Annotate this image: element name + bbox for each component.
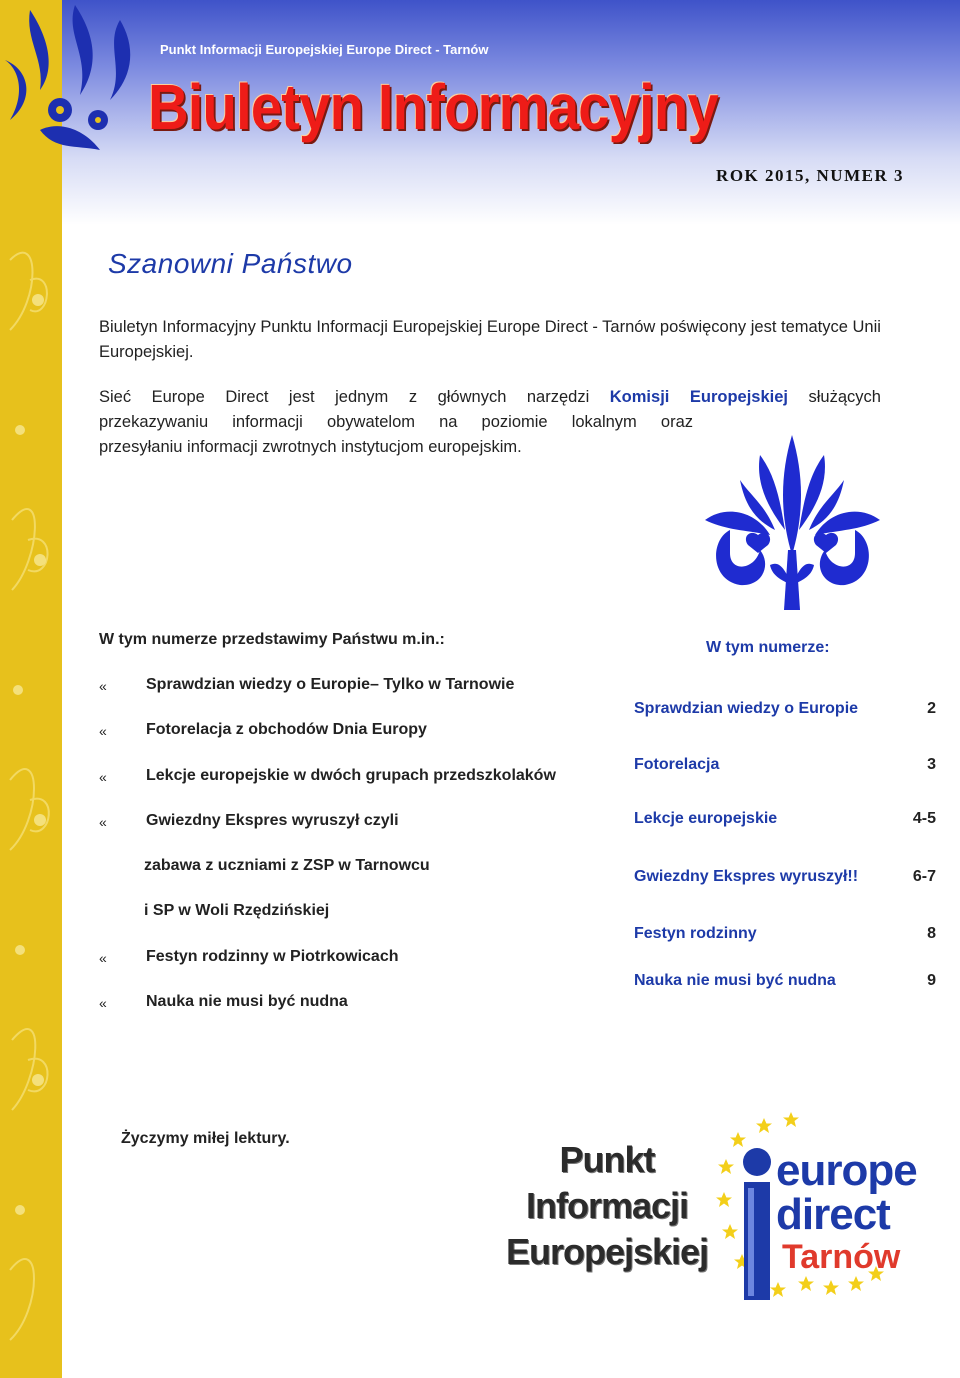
punkt-informacji-logo: Punkt Informacji Europejskiej: [505, 1139, 709, 1272]
network-paragraph-line-3: przesyłaniu informacji zwrotnych instytucjom europejskim.: [99, 438, 522, 456]
closing-wish: Życzymy miłej lektury.: [121, 1130, 290, 1147]
greeting-heading: Szanowni Państwo: [108, 248, 353, 279]
side-decoration-strip: [0, 0, 62, 1378]
commission-link[interactable]: Komisji Europejskiej: [609, 388, 788, 406]
header-subtitle: Punkt Informacji Europejskiej Europe Direct - Tarnów: [160, 42, 489, 57]
europe-direct-logo: europe direct Tarnów: [716, 1112, 931, 1317]
bullet-mark: «: [99, 950, 107, 966]
toc-title: W tym numerze:: [706, 639, 830, 656]
floral-pattern-icon: [0, 0, 62, 1378]
bullet-mark: «: [99, 814, 107, 830]
bullet-mark: «: [99, 769, 107, 785]
header-ornament-icon: [0, 0, 150, 160]
bullet-mark: «: [99, 995, 107, 1011]
issue-number: ROK 2015, NUMER 3: [716, 166, 904, 185]
bullet-mark: «: [99, 678, 107, 694]
issue-intro: W tym numerze przedstawimy Państwu m.in.:: [99, 631, 445, 648]
floral-ornament-icon: [700, 435, 885, 610]
network-paragraph-line-2: przekazywaniu informacji obywatelom na poziomie lokalnym oraz: [99, 413, 693, 431]
bullet-mark: «: [99, 723, 107, 739]
intro-paragraph: Biuletyn Informacyjny Punktu Informacji Europejskiej Europe Direct - Tarnów poświęcony jest tematyce Unii Europejskiej.: [99, 318, 881, 361]
network-paragraph-line-1: Sieć Europe Direct jest jednym z głównych narzędzi Komisji Europejskiej służących: [99, 388, 881, 406]
newsletter-title: Biuletyn Informacyjny: [148, 71, 718, 143]
